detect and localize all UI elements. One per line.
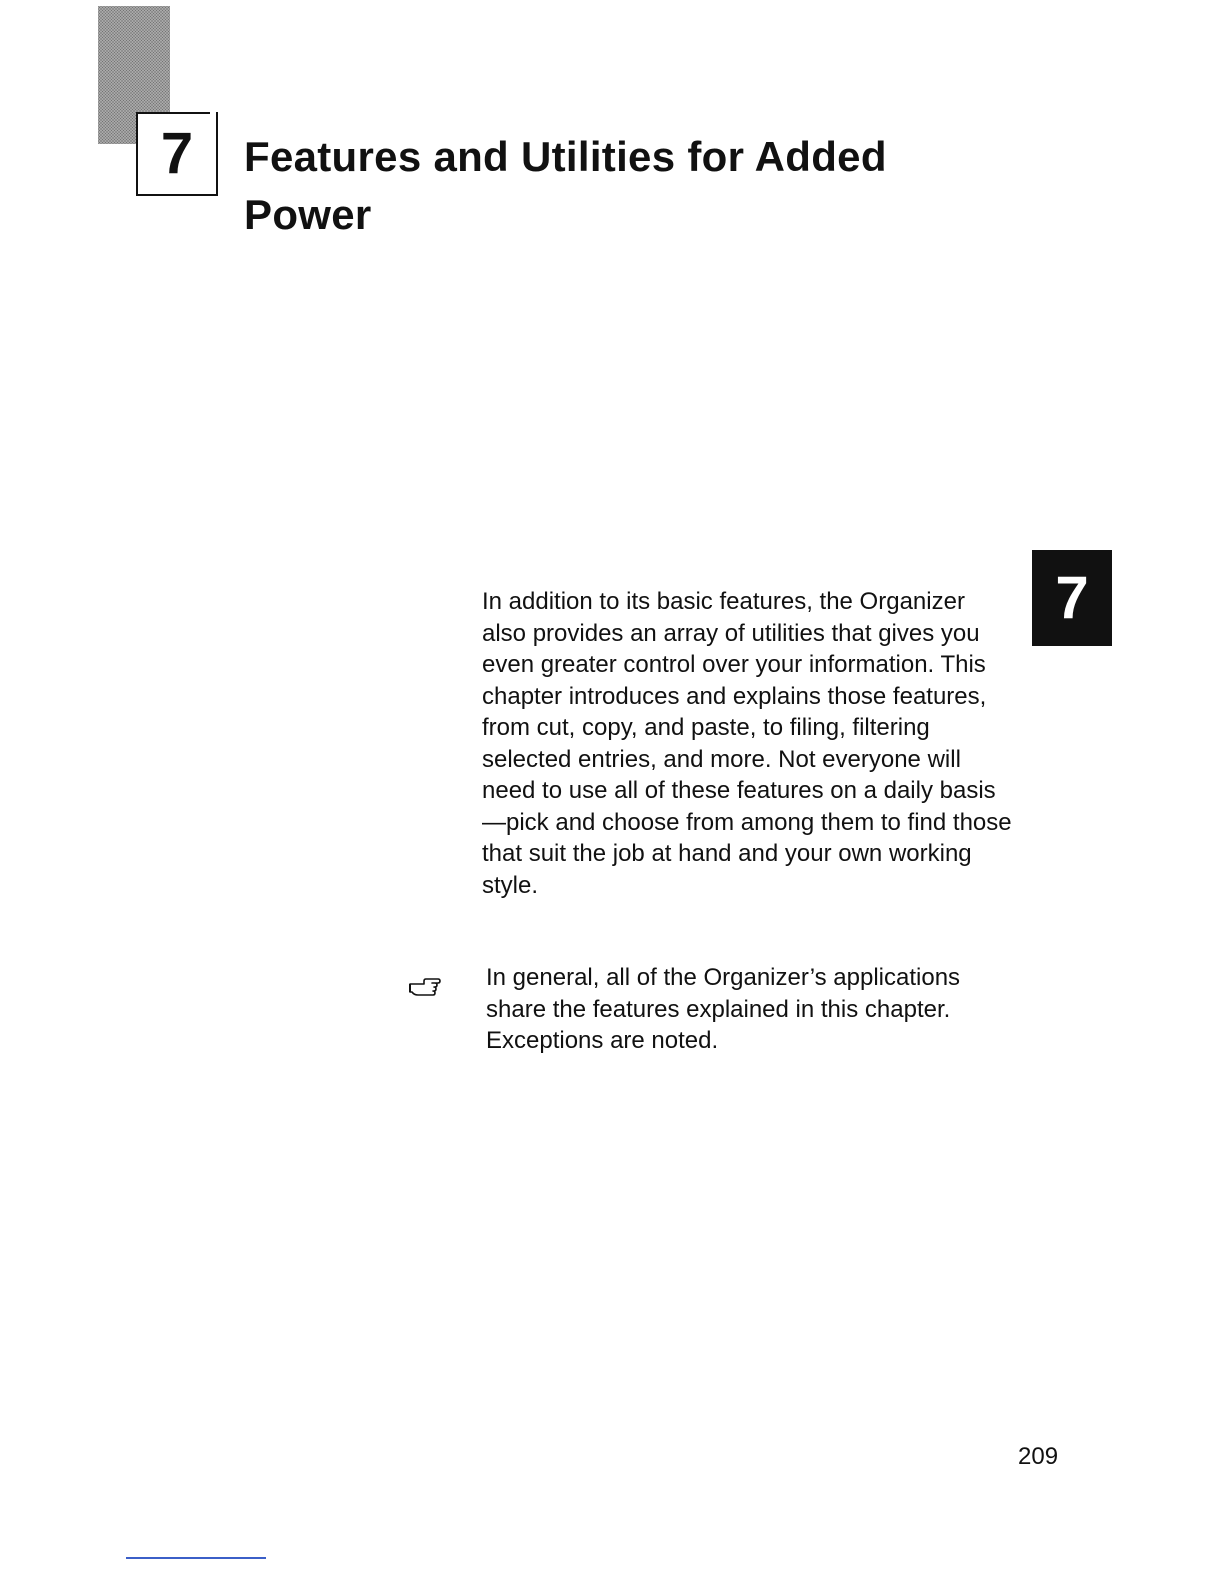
chapter-number-box [136,112,218,196]
note-paragraph: In general, all of the Organizer’s applications share the features explained in this chapter. Exceptions are noted. [486,964,961,1054]
footer-rule [126,1557,266,1559]
chapter-number: 7 [160,121,194,186]
page-number: 209 [1018,1443,1059,1470]
chapter-box-gap [210,110,216,130]
pointing-hand-icon [408,976,442,1000]
chapter-tab-number: 7 [1055,564,1089,631]
chapter-thumb-tab [1032,550,1112,646]
chapter-title: Features and Utilities for Added Power [244,133,887,238]
intro-paragraph: In addition to its basic features, the Organizer also provides an array of utilities that gives you even greater control over your information. This chapter introduces and explains those features, from cut, copy, and paste, to filing, filtering selected entries, and more. Not everyone will need to use all of these features on a daily basis—pick and choose from among them to find those that suit the job at hand and your own working style. [482,588,1012,899]
